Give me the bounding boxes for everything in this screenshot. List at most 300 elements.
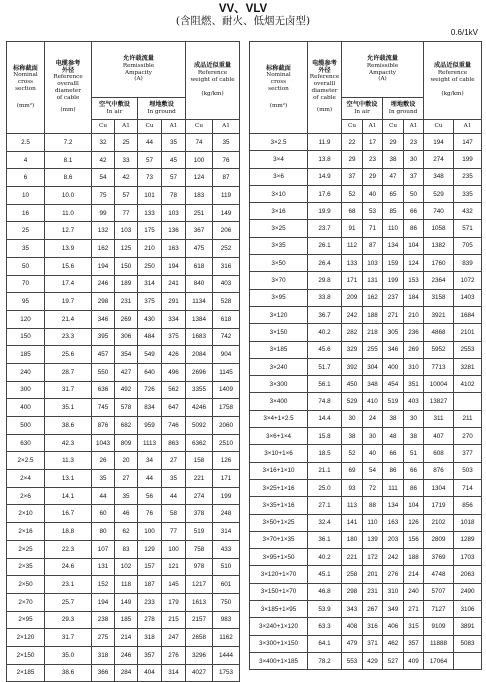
cell-section: 2×150 (7, 646, 45, 664)
cell-section: 3×16+1×10 (250, 462, 308, 479)
table-row (250, 549, 482, 566)
cell-air-cu: 22 (342, 134, 363, 151)
cell-ground-al: 276 (162, 646, 186, 664)
cell-ground-cu: 65 (383, 185, 404, 202)
cell-ground-al: 247 (162, 629, 186, 647)
table-row (250, 635, 482, 652)
cell-air-al: 172 (363, 549, 383, 566)
cell-ground-al: 103 (162, 204, 186, 222)
cell-section: 3×150+1×70 (250, 583, 308, 600)
cell-weight-al: 618 (213, 310, 240, 328)
cell-weight-cu: 608 (424, 445, 454, 462)
cell-section: 2×70 (7, 593, 45, 611)
header-cu: Cu (424, 120, 454, 134)
cell-weight-al: 714 (454, 479, 482, 496)
cell-diameter: 64.1 (308, 635, 342, 652)
cell-weight-cu: 876 (424, 462, 454, 479)
cell-air-al: 189 (115, 275, 138, 293)
cell-diameter: 8.6 (45, 169, 92, 187)
cell-ground-al: 57 (162, 169, 186, 187)
cell-air-al: 306 (115, 328, 138, 346)
cell-weight-cu: 2658 (186, 629, 213, 647)
cell-air-cu: 529 (342, 393, 363, 410)
cell-air-al: 578 (115, 399, 138, 417)
cell-ground-al: 104 (404, 237, 424, 254)
cell-air-al: 23 (363, 151, 383, 168)
cell-weight-cu: 1217 (186, 576, 213, 594)
cell-diameter: 13.9 (45, 240, 92, 258)
cell-ground-al: 184 (404, 289, 424, 306)
cell-ground-cu: 85 (383, 203, 404, 220)
table-row (250, 341, 482, 358)
cell-diameter: 42.3 (45, 434, 92, 452)
header-cu: Cu (186, 120, 213, 134)
table-row (7, 505, 240, 523)
cell-weight-al: 2063 (454, 566, 482, 583)
cell-weight-al: 2553 (454, 341, 482, 358)
table-row (250, 185, 482, 202)
cell-weight-cu: 1760 (424, 255, 454, 272)
table-row (250, 306, 482, 323)
header-cu: Cu (92, 120, 115, 134)
cell-ground-cu: 57 (138, 151, 162, 169)
header-diameter: 电缆参考 外径 Reference overalll diameter of cable (mm) (45, 42, 92, 134)
cell-weight-cu: 367 (186, 222, 213, 240)
cell-section: 2×120 (7, 629, 45, 647)
cell-weight-al: 252 (213, 240, 240, 258)
cell-air-al: 188 (363, 306, 383, 323)
cell-weight-al: 248 (213, 505, 240, 523)
cell-section: 16 (7, 204, 45, 222)
cell-weight-al: 377 (454, 445, 482, 462)
cell-weight-cu: 2364 (424, 272, 454, 289)
cell-weight-cu: 158 (186, 452, 213, 470)
cell-ground-cu: 38 (383, 410, 404, 427)
cell-weight-al: 571 (454, 220, 482, 237)
header-al: A1 (213, 120, 240, 134)
cell-air-al: 809 (115, 434, 138, 452)
cell-section: 50 (7, 257, 45, 275)
table-row (7, 611, 240, 629)
cell-weight-cu: 840 (186, 275, 213, 293)
cell-air-al: 102 (115, 558, 138, 576)
cell-weight-al: 3281 (454, 358, 482, 375)
cell-weight-cu: 221 (186, 470, 213, 488)
cell-air-cu: 99 (92, 204, 115, 222)
table-row (250, 255, 482, 272)
cell-ground-al: 496 (162, 363, 186, 381)
cell-weight-cu: 13827 (424, 393, 454, 410)
header-nominal-section: 标称截面 Nominal cross section (mm²) (250, 42, 308, 134)
table-row (7, 275, 240, 293)
cell-weight-al: 5083 (454, 635, 482, 652)
cell-air-cu: 242 (342, 306, 363, 323)
cell-air-al: 103 (115, 222, 138, 240)
cell-ground-cu: 187 (138, 576, 162, 594)
cell-weight-al: 1018 (454, 514, 482, 531)
cell-air-al: 149 (115, 593, 138, 611)
cell-air-cu: 69 (342, 462, 363, 479)
table-row (250, 531, 482, 548)
cell-section: 150 (7, 328, 45, 346)
cell-air-cu: 38 (342, 428, 363, 445)
table-row (250, 237, 482, 254)
cell-weight-cu: 519 (186, 523, 213, 541)
cell-air-al: 304 (363, 358, 383, 375)
cell-air-cu: 258 (342, 566, 363, 583)
cell-air-al: 77 (115, 204, 138, 222)
cell-diameter: 14.4 (308, 410, 342, 427)
cell-section: 3×95+1×50 (250, 549, 308, 566)
table-body (250, 134, 482, 670)
table-row (7, 257, 240, 275)
header-in-air: 空气中敷设 In air (342, 98, 383, 120)
cell-weight-cu: 183 (186, 187, 213, 205)
cell-ground-cu: 34 (138, 452, 162, 470)
cell-diameter: 27.1 (308, 497, 342, 514)
cell-air-al: 110 (363, 514, 383, 531)
cell-diameter: 31.7 (45, 381, 92, 399)
cell-diameter: 11.9 (308, 134, 342, 151)
cell-weight-al: 742 (213, 328, 240, 346)
cell-weight-cu: 194 (424, 134, 454, 151)
cell-ground-cu: 66 (383, 445, 404, 462)
cell-weight-cu: 618 (186, 257, 213, 275)
cell-section: 2.5 (7, 134, 45, 152)
cell-diameter: 35.0 (45, 646, 92, 664)
cell-diameter: 53.9 (308, 601, 342, 618)
cell-ground-al: 38 (404, 428, 424, 445)
table-row (7, 381, 240, 399)
cell-diameter: 29.8 (308, 272, 342, 289)
table-row (7, 487, 240, 505)
cell-ground-cu: 527 (383, 652, 404, 669)
cell-air-cu: 68 (342, 203, 363, 220)
cell-air-al: 682 (115, 417, 138, 435)
cell-weight-al: 1444 (213, 646, 240, 664)
cell-air-cu: 80 (92, 523, 115, 541)
cell-ground-al: 375 (162, 328, 186, 346)
cell-diameter: 40.2 (308, 549, 342, 566)
cell-section: 3×50+1×25 (250, 514, 308, 531)
cell-air-al: 162 (363, 289, 383, 306)
cell-ground-al: 310 (404, 358, 424, 375)
cell-air-cu: 52 (342, 185, 363, 202)
header-al: A1 (162, 120, 186, 134)
cell-air-al: 131 (363, 272, 383, 289)
cell-weight-cu: 5952 (424, 341, 454, 358)
cell-section: 3×240 (250, 358, 308, 375)
cell-diameter: 23.3 (45, 328, 92, 346)
cell-weight-al: 1758 (213, 399, 240, 417)
cell-air-al: 185 (115, 611, 138, 629)
table-row (250, 272, 482, 289)
cell-weight-al: 171 (213, 470, 240, 488)
cell-ground-al: 562 (162, 381, 186, 399)
cell-air-cu: 52 (342, 445, 363, 462)
cell-air-cu: 318 (92, 646, 115, 664)
cell-diameter: 45.6 (308, 341, 342, 358)
cell-air-cu: 171 (342, 272, 363, 289)
cell-section: 3×10 (250, 185, 308, 202)
table-row (7, 187, 240, 205)
cell-air-al: 284 (115, 664, 138, 682)
cell-ground-al: 126 (404, 514, 424, 531)
cell-ground-cu: 86 (383, 462, 404, 479)
cell-ground-al: 403 (404, 393, 424, 410)
header-nominal-section: 标称截面 Nominal cross section (mm²) (7, 42, 45, 134)
cell-weight-cu: 740 (424, 203, 454, 220)
table-row (7, 523, 240, 541)
cell-air-cu: 180 (342, 531, 363, 548)
cell-ground-al: 30 (404, 151, 424, 168)
cell-weight-al: 510 (213, 558, 240, 576)
table-row (250, 652, 482, 669)
cell-ground-al: 746 (162, 417, 186, 435)
cell-air-al: 40 (363, 185, 383, 202)
header-al: A1 (363, 120, 383, 134)
cell-section: 35 (7, 240, 45, 258)
cell-diameter: 25.6 (45, 346, 92, 364)
cell-section: 3×300 (250, 376, 308, 393)
cell-ground-cu: 133 (138, 204, 162, 222)
cell-air-al: 371 (363, 635, 383, 652)
page-subtitle: (含阻燃、耐火、低烟无卤型) (175, 15, 311, 27)
cell-section: 3×16 (250, 203, 308, 220)
cell-air-cu: 876 (92, 417, 115, 435)
cell-air-cu: 636 (92, 381, 115, 399)
cell-weight-cu: 2102 (424, 514, 454, 531)
cell-weight-al: 76 (213, 151, 240, 169)
cell-air-al: 54 (363, 462, 383, 479)
cell-diameter: 51.7 (308, 358, 342, 375)
cell-air-cu: 209 (342, 289, 363, 306)
table-row (250, 428, 482, 445)
table-row (250, 393, 482, 410)
header-diameter: 电缆参考 外径 Reference overalll diameter of cable (mm) (308, 42, 342, 134)
cell-section: 3×25+1×16 (250, 479, 308, 496)
table-row (250, 168, 482, 185)
cell-ground-al: 210 (404, 306, 424, 323)
cell-weight-al: 119 (213, 187, 240, 205)
cell-weight-al: 149 (213, 204, 240, 222)
cell-ground-al: 647 (162, 399, 186, 417)
cell-air-cu: 329 (342, 341, 363, 358)
cell-air-al: 231 (115, 293, 138, 311)
cell-air-al: 24 (363, 410, 383, 427)
header-cu: Cu (342, 120, 363, 134)
table-row (250, 134, 482, 151)
cell-weight-al: 199 (454, 151, 482, 168)
cell-ground-cu: 549 (138, 346, 162, 364)
cell-weight-cu: 5707 (424, 583, 454, 600)
cell-ground-cu: 310 (383, 583, 404, 600)
cell-diameter: 25.0 (308, 479, 342, 496)
cell-ground-cu: 305 (383, 324, 404, 341)
cell-section: 3×185+1×95 (250, 601, 308, 618)
cell-section: 3×70 (250, 272, 308, 289)
cell-air-al: 427 (115, 363, 138, 381)
cell-air-cu: 141 (342, 514, 363, 531)
cell-weight-cu: 274 (424, 151, 454, 168)
table-row (7, 558, 240, 576)
cell-ground-al: 426 (162, 346, 186, 364)
cell-ground-al: 23 (404, 134, 424, 151)
cell-weight-cu: 758 (186, 540, 213, 558)
table-row (7, 593, 240, 611)
cell-ground-cu: 38 (383, 151, 404, 168)
cell-diameter: 8.1 (45, 151, 92, 169)
table-row (7, 204, 240, 222)
cell-weight-al: 211 (454, 410, 482, 427)
cell-ground-cu: 210 (138, 240, 162, 258)
cell-ground-al: 315 (404, 618, 424, 635)
cell-air-al: 269 (115, 310, 138, 328)
cell-weight-al: 2060 (213, 417, 240, 435)
cell-weight-al: 270 (454, 428, 482, 445)
cell-section: 3×4+1×2.5 (250, 410, 308, 427)
header-cu: Cu (383, 120, 404, 134)
cell-section: 2×4 (7, 470, 45, 488)
cell-air-cu: 29 (342, 151, 363, 168)
cell-weight-cu: 2809 (424, 531, 454, 548)
cell-diameter: 36.7 (308, 306, 342, 323)
page-title: VV、VLV (218, 3, 268, 15)
table-row (7, 629, 240, 647)
cell-diameter: 35.1 (45, 399, 92, 417)
cell-diameter: 15.6 (45, 257, 92, 275)
cell-weight-cu: 311 (424, 410, 454, 427)
cell-air-cu: 343 (342, 601, 363, 618)
cell-ground-cu: 163 (383, 514, 404, 531)
cell-weight-al: 87 (213, 169, 240, 187)
cell-ground-cu: 134 (383, 237, 404, 254)
cell-diameter: 38.6 (45, 664, 92, 682)
cell-ground-cu: 406 (383, 618, 404, 635)
cell-air-cu: 30 (342, 410, 363, 427)
table-row (7, 328, 240, 346)
cell-air-al: 218 (363, 324, 383, 341)
table-row (250, 514, 482, 531)
cell-air-al: 53 (363, 203, 383, 220)
cell-section: 3×400+1×185 (250, 652, 308, 669)
cell-air-al: 410 (363, 393, 383, 410)
cell-air-al: 139 (363, 531, 383, 548)
cell-ground-al: 78 (162, 187, 186, 205)
cell-weight-cu: 10004 (424, 376, 454, 393)
cell-ground-al: 215 (162, 611, 186, 629)
cell-air-al: 30 (363, 428, 383, 445)
cell-weight-cu: 100 (186, 151, 213, 169)
cell-air-cu: 91 (342, 220, 363, 237)
cell-diameter: 56.1 (308, 376, 342, 393)
table-row (7, 346, 240, 364)
cell-section: 3×400 (250, 393, 308, 410)
cell-air-cu: 346 (92, 310, 115, 328)
cell-air-al: 231 (363, 583, 383, 600)
table-row (250, 497, 482, 514)
cell-weight-cu: 348 (424, 168, 454, 185)
cell-weight-al: 147 (454, 134, 482, 151)
cell-ground-cu: 44 (138, 470, 162, 488)
cell-ground-al: 236 (404, 324, 424, 341)
cell-weight-al: 856 (454, 497, 482, 514)
cell-weight-cu: 4246 (186, 399, 213, 417)
cell-weight-al: 528 (213, 293, 240, 311)
cell-section: 630 (7, 434, 45, 452)
cell-diameter: 10.0 (45, 187, 92, 205)
cell-ground-al: 271 (404, 601, 424, 618)
cell-ground-al: 194 (162, 257, 186, 275)
cell-section: 2×25 (7, 540, 45, 558)
cell-section: 2×10 (7, 505, 45, 523)
header-al: A1 (454, 120, 482, 134)
cell-air-al: 42 (115, 169, 138, 187)
cell-section: 10 (7, 187, 45, 205)
cell-diameter: 22.3 (45, 540, 92, 558)
cell-air-al: 150 (115, 257, 138, 275)
cell-ground-al: 334 (162, 310, 186, 328)
cell-ground-cu: 357 (138, 646, 162, 664)
cell-weight-al: 601 (213, 576, 240, 594)
cell-air-al: 429 (363, 652, 383, 669)
cell-section: 120 (7, 310, 45, 328)
cell-weight-cu: 4868 (424, 324, 454, 341)
cell-diameter: 19.9 (308, 203, 342, 220)
cell-weight-cu: 17064 (424, 652, 454, 669)
cell-ground-al: 156 (404, 531, 424, 548)
cell-air-cu: 550 (92, 363, 115, 381)
cell-ground-al: 291 (162, 293, 186, 311)
cell-section: 3×120+1×70 (250, 566, 308, 583)
cell-ground-cu: 314 (138, 275, 162, 293)
table-row (7, 452, 240, 470)
cell-ground-al: 50 (404, 185, 424, 202)
cell-weight-al: 3891 (454, 618, 482, 635)
cell-section: 3×35 (250, 237, 308, 254)
cell-ground-al: 121 (162, 558, 186, 576)
cell-section: 95 (7, 293, 45, 311)
header-cu: Cu (138, 120, 162, 134)
cell-diameter: 38.6 (45, 417, 92, 435)
cell-diameter: 63.3 (308, 618, 342, 635)
cell-diameter: 16.7 (45, 505, 92, 523)
cell-air-al: 348 (363, 376, 383, 393)
cell-air-al: 20 (115, 452, 138, 470)
cell-ground-al: 153 (404, 272, 424, 289)
table-row (250, 151, 482, 168)
cell-section: 3×240+1×120 (250, 618, 308, 635)
cell-diameter: 31.7 (45, 629, 92, 647)
cell-air-al: 201 (363, 566, 383, 583)
table-row (7, 222, 240, 240)
cell-air-al: 87 (363, 237, 383, 254)
header-in-air: 空气中敷设 In air (92, 98, 138, 120)
cell-weight-cu: 3921 (424, 306, 454, 323)
cell-ground-al: 86 (404, 220, 424, 237)
cell-weight-cu: 9109 (424, 618, 454, 635)
table-row (7, 399, 240, 417)
table-row (7, 540, 240, 558)
cell-ground-al: 44 (162, 487, 186, 505)
cell-air-al: 316 (363, 618, 383, 635)
cell-weight-cu: 3769 (424, 549, 454, 566)
table-row (7, 576, 240, 594)
table-row (250, 220, 482, 237)
table-row (7, 240, 240, 258)
table-body (7, 134, 240, 682)
cell-ground-al: 188 (404, 549, 424, 566)
